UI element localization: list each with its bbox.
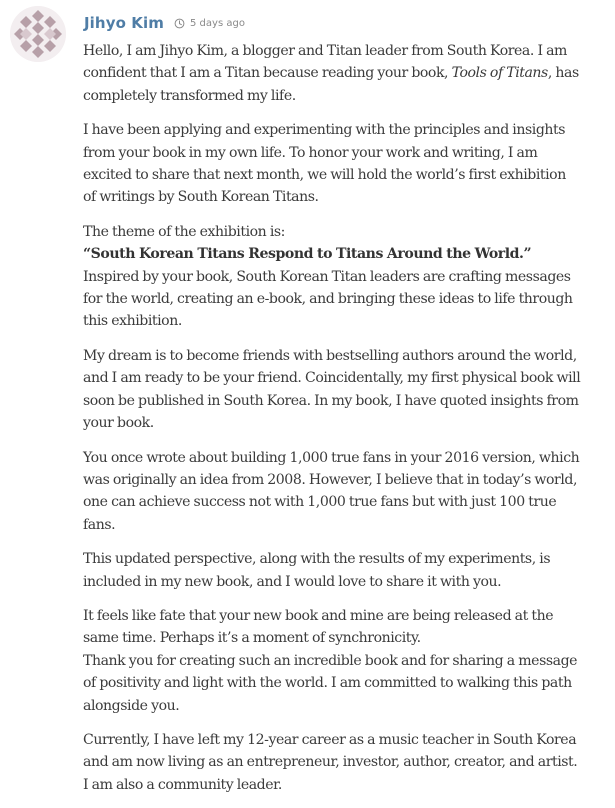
text-line: was originally an idea from 2008. However, I believe that in today’s world, bbox=[83, 471, 578, 488]
text-line: of writings by South Korean Titans. bbox=[83, 189, 319, 206]
text-line: You once wrote about building 1,000 true fans in your 2016 version, which bbox=[83, 449, 580, 466]
text-line: excited to share that next month, we will hold the world’s first exhibition bbox=[83, 167, 566, 184]
text-line: this exhibition. bbox=[83, 313, 182, 330]
paragraph-3 bbox=[83, 221, 609, 333]
paragraph-7 bbox=[83, 605, 609, 717]
text-line: alongside you. bbox=[83, 697, 180, 714]
text-line: soon be published in South Korea. In my book, I have quoted insights from bbox=[83, 392, 579, 409]
text-line: your book. bbox=[83, 415, 154, 432]
paragraph-1 bbox=[83, 40, 609, 107]
paragraph-6 bbox=[83, 548, 609, 593]
text-line: This updated perspective, along with the results of my experiments, is bbox=[83, 551, 551, 568]
geometric-avatar-icon bbox=[10, 6, 66, 62]
text-line: The theme of the exhibition is: bbox=[83, 223, 285, 240]
text-line: Inspired by your book, South Korean Titan leaders are crafting messages bbox=[83, 268, 571, 285]
text-line: for the world, creating an e-book, and bringing these ideas to life through bbox=[83, 291, 573, 308]
text-line: of positivity and light with the world. I am committed to walking this path bbox=[83, 675, 572, 692]
text-line: My dream is to become friends with bestselling authors around the world, bbox=[83, 347, 577, 364]
avatar[interactable] bbox=[10, 6, 66, 62]
text-segment: confident that I am a Titan because reading your book, bbox=[83, 65, 452, 82]
text-segment: , has bbox=[547, 65, 579, 82]
text-line: Thank you for creating such an incredible book and for sharing a message bbox=[83, 652, 578, 669]
paragraph-2 bbox=[83, 119, 609, 209]
text-line: same time. Perhaps it’s a moment of synchronicity. bbox=[83, 630, 421, 647]
text-line: Currently, I have left my 12-year career as a music teacher in South Korea bbox=[83, 731, 577, 748]
text-line: and I am ready to be your friend. Coincidentally, my first physical book will bbox=[83, 370, 581, 387]
comment-body bbox=[83, 40, 609, 808]
paragraph-5 bbox=[83, 447, 609, 537]
text-line: fans. bbox=[83, 516, 116, 533]
text-line: from your book in my own life. To honor your work and writing, I am bbox=[83, 144, 538, 161]
text-line: It feels like fate that your new book and mine are being released at the bbox=[83, 607, 554, 624]
text-line: completely transformed my life. bbox=[83, 87, 296, 104]
clock-icon bbox=[174, 18, 185, 29]
paragraph-8 bbox=[83, 729, 609, 796]
text-line: one can achieve success not with 1,000 true fans but with just 100 true bbox=[83, 494, 557, 511]
text-line: included in my new book, and I would love to share it with you. bbox=[83, 573, 502, 590]
text-line: I am also a community leader. bbox=[83, 776, 282, 793]
timestamp[interactable]: 5 days ago bbox=[190, 17, 245, 29]
exhibition-theme: “South Korean Titans Respond to Titans Around the World.” bbox=[83, 246, 532, 263]
comment-meta bbox=[84, 13, 245, 33]
book-title: Tools of Titans bbox=[451, 65, 548, 82]
text-line: and am now living as an entrepreneur, investor, author, creator, and artist. bbox=[83, 754, 578, 771]
text-line bbox=[83, 62, 609, 84]
paragraph-4 bbox=[83, 345, 609, 435]
author-name[interactable]: Jihyo Kim bbox=[84, 14, 165, 32]
text-line: Hello, I am Jihyo Kim, a blogger and Titan leader from South Korea. I am bbox=[83, 43, 567, 59]
text-line: I have been applying and experimenting with the principles and insights bbox=[83, 122, 566, 139]
